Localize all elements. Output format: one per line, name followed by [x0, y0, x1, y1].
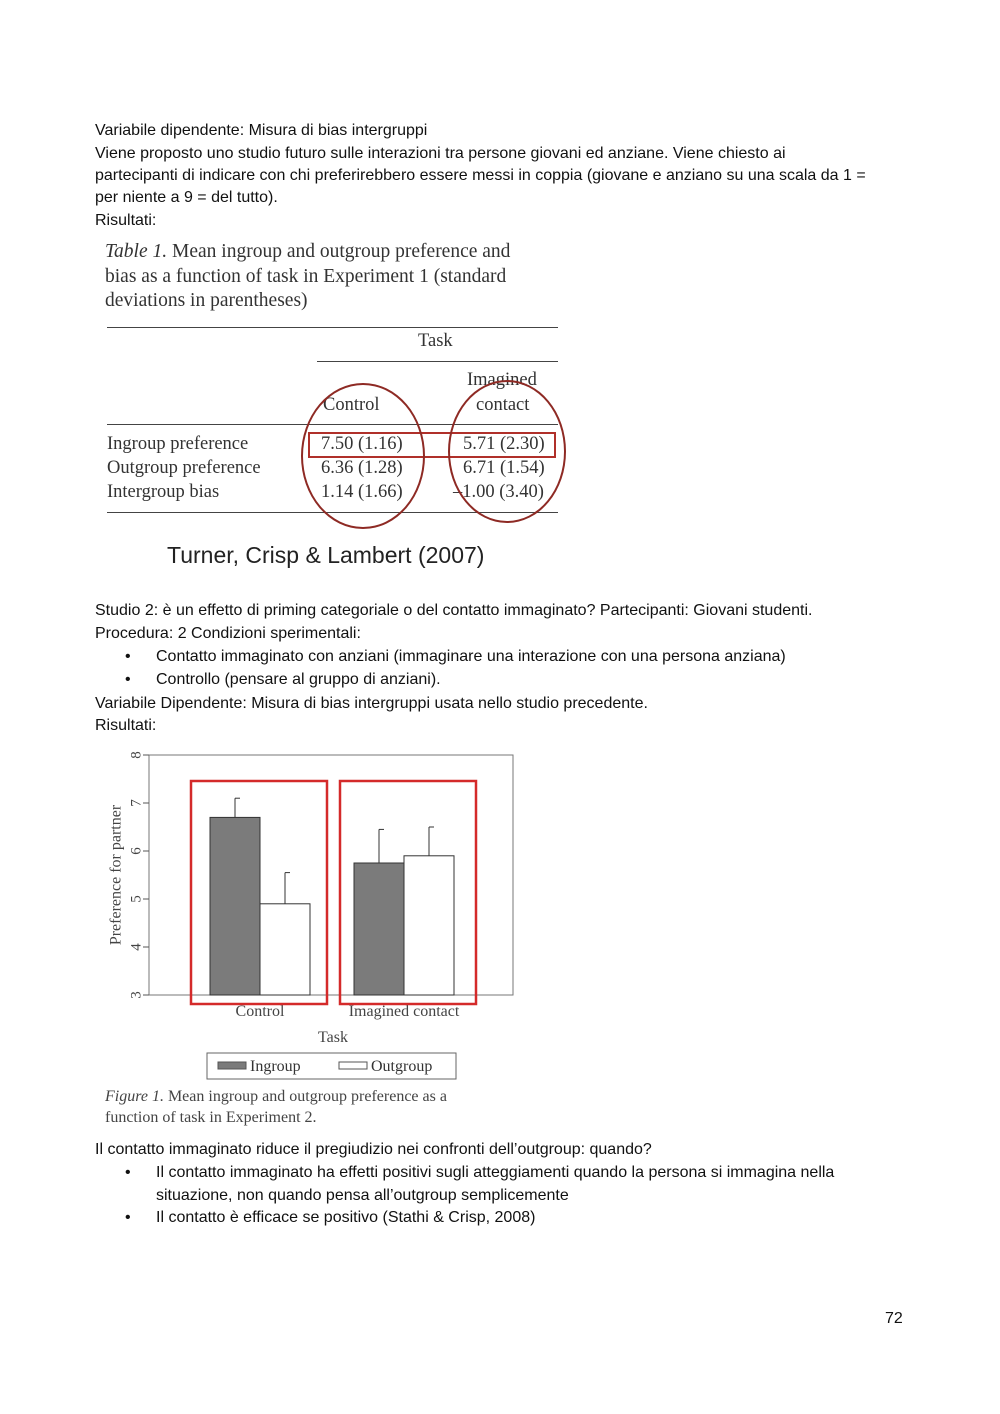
- highlight-circle-imagined: [448, 380, 566, 523]
- table-top-rule: [107, 327, 558, 328]
- legend-label-ingroup: Ingroup: [250, 1058, 301, 1075]
- bar-ingroup-0: [210, 817, 260, 995]
- table-figure: [105, 240, 565, 580]
- bullet-icon: •: [125, 670, 131, 688]
- page-number: 72: [885, 1310, 903, 1327]
- figure-caption-text: Mean ingroup and outgroup preference as a: [167, 1088, 447, 1105]
- y-axis-label: Preference for partner: [107, 804, 125, 946]
- list-item-text-cont: situazione, non quando pensa all’outgroup semplicemente: [156, 1186, 569, 1204]
- bar-ingroup-1: [354, 863, 404, 995]
- table-caption-line3: deviations in parentheses): [105, 290, 308, 311]
- table-cell: 6.36 (1.28): [321, 458, 403, 478]
- legend-swatch-outgroup: [339, 1062, 367, 1069]
- text-line: Il contatto immaginato riduce il pregiudizio nei confronti dell’outgroup: quando?: [95, 1141, 652, 1158]
- table-cell: 6.71 (1.54): [463, 458, 545, 478]
- figure-caption-line1: [104, 1088, 447, 1105]
- figure-caption-label: Figure 1.: [105, 1088, 168, 1105]
- text-line: Viene proposto uno studio futuro sulle interazioni tra persone giovani ed anziane. Viene chiesto ai: [95, 145, 786, 162]
- table-credit: Turner, Crisp & Lambert (2007): [167, 542, 485, 568]
- x-category-label: Control: [235, 1003, 285, 1020]
- legend-label-outgroup: Outgroup: [371, 1058, 433, 1075]
- list-item: [95, 1207, 834, 1230]
- text-line: Variabile dipendente: Misura di bias intergruppi: [95, 122, 428, 139]
- x-category-label: Imagined contact: [348, 1003, 460, 1020]
- table-caption: [105, 240, 560, 314]
- table-caption-label: Table 1.: [105, 241, 168, 262]
- table-col-imagined-1: Imagined: [467, 370, 537, 390]
- y-tick-label: 8: [128, 751, 145, 759]
- y-tick-label: 6: [128, 847, 145, 855]
- y-tick-label: 4: [128, 943, 145, 951]
- list-item-text: Contatto immaginato con anziani (immaginare una interazione con una persona anziana): [156, 648, 786, 665]
- bar-outgroup-0: [260, 904, 310, 995]
- table-cell: 1.14 (1.66): [321, 482, 403, 502]
- table-col-imagined-2: contact: [476, 395, 530, 415]
- y-tick-label: 5: [128, 895, 145, 903]
- table-row-label: Ingroup preference: [107, 434, 249, 454]
- plot-frame: [149, 755, 513, 995]
- list-item-text: Il contatto immaginato ha effetti positivi sugli atteggiamenti quando la persona si immagina nella: [156, 1164, 835, 1181]
- text-line: Risultati:: [95, 212, 157, 229]
- table-caption-line2: bias as a function of task in Experiment 1 (standard: [105, 265, 507, 287]
- table-task-header: Task: [418, 331, 453, 351]
- table-cell: 5.71 (2.30): [463, 434, 545, 454]
- text-line: partecipanti di indicare con chi preferirebbero essere messi in coppia (giovane e anziano su una scala da 1 =: [95, 167, 866, 184]
- list-item: [95, 646, 786, 669]
- legend-swatch-ingroup: [218, 1062, 246, 1069]
- bar-outgroup-1: [404, 856, 454, 995]
- table-caption-line1: Mean ingroup and outgroup preference and: [172, 241, 511, 262]
- bar-chart: [95, 740, 535, 1135]
- list-item: [95, 669, 786, 692]
- highlight-circle-control: [301, 383, 425, 529]
- bullet-list: [95, 1162, 834, 1230]
- text-line: Procedura: 2 Condizioni sperimentali:: [95, 625, 361, 642]
- text-line: Variabile Dipendente: Misura di bias intergruppi usata nello studio precedente.: [95, 695, 648, 712]
- bullet-icon: •: [125, 648, 131, 665]
- table-col-control: Control: [323, 395, 380, 415]
- x-axis-label: Task: [318, 1029, 348, 1046]
- text-line: per niente a 9 = del tutto).: [95, 189, 278, 206]
- list-item: [95, 1162, 834, 1207]
- figure-caption-line2: function of task in Experiment 2.: [105, 1109, 317, 1126]
- table-cell: 7.50 (1.16): [321, 434, 403, 454]
- list-item-text: Controllo (pensare al gruppo di anziani).: [156, 670, 441, 688]
- table-row-label: Outgroup preference: [107, 458, 261, 478]
- y-tick-label: 7: [128, 799, 145, 807]
- table-row-label: Intergroup bias: [107, 482, 220, 502]
- text-line: Risultati:: [95, 717, 157, 734]
- bullet-icon: •: [125, 1164, 131, 1181]
- y-tick-label: 3: [128, 991, 145, 999]
- bullet-icon: •: [125, 1209, 131, 1226]
- table-cell: –1.00 (3.40): [453, 482, 544, 502]
- list-item-text: Il contatto è efficace se positivo (Stathi & Crisp, 2008): [156, 1209, 536, 1226]
- table-task-rule: [317, 361, 558, 362]
- text-line: Studio 2: è un effetto di priming categoriale o del contatto immaginato? Partecipanti: Giovani studenti.: [95, 602, 813, 619]
- bullet-list: [95, 646, 786, 691]
